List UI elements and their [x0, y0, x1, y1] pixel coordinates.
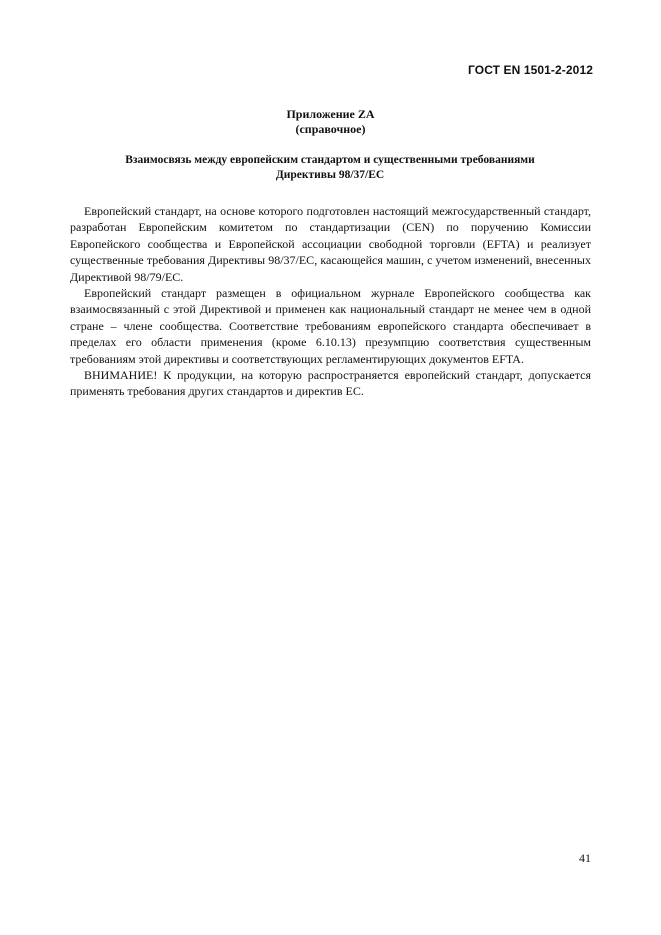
annex-subtitle: (справочное): [295, 122, 366, 136]
paragraph-1: Европейский стандарт, на основе которого подготовлен настоящий межгосударственный стандарт, разработан Европейским комитетом по стандартизации (CEN) по поручению Комиссии Европейского сообщества и Европейской ассоциации свободной торговли (EFTA) и реализует существенные требования Директивы 98/37/ЕС, касающейся машин, с учетом изменений, внесенных Директивой 98/79/ЕС.: [70, 204, 591, 284]
annex-title: Приложение ZA: [286, 107, 375, 121]
body-text: [70, 203, 591, 400]
annex-heading: [0, 107, 661, 137]
section-title-line-2: Директивы 98/37/ЕС: [275, 169, 385, 181]
paragraph-2: Европейский стандарт размещен в официальном журнале Европейского сообщества как взаимосвязанный с этой Директивой и применен как национальный стандарт не менее чем в одной стране – члене сообщества. Соответствие требованиям европейского стандарта обеспечивает в пределах его области применения (кроме 6.10.13) презумпцию соответствия существенным требованиям этой директивы и соответствующих регламентирующих документов EFTA.: [70, 286, 591, 366]
section-title-line-1: Взаимосвязь между европейским стандартом и существенными требованиями: [125, 154, 535, 166]
standard-code: ГОСТ EN 1501-2-2012: [468, 63, 593, 77]
section-title: [60, 153, 600, 183]
page-number: 41: [579, 851, 591, 865]
paragraph-3: ВНИМАНИЕ! К продукции, на которую распространяется европейский стандарт, допускается применять требования других стандартов и директив ЕС.: [70, 368, 591, 399]
